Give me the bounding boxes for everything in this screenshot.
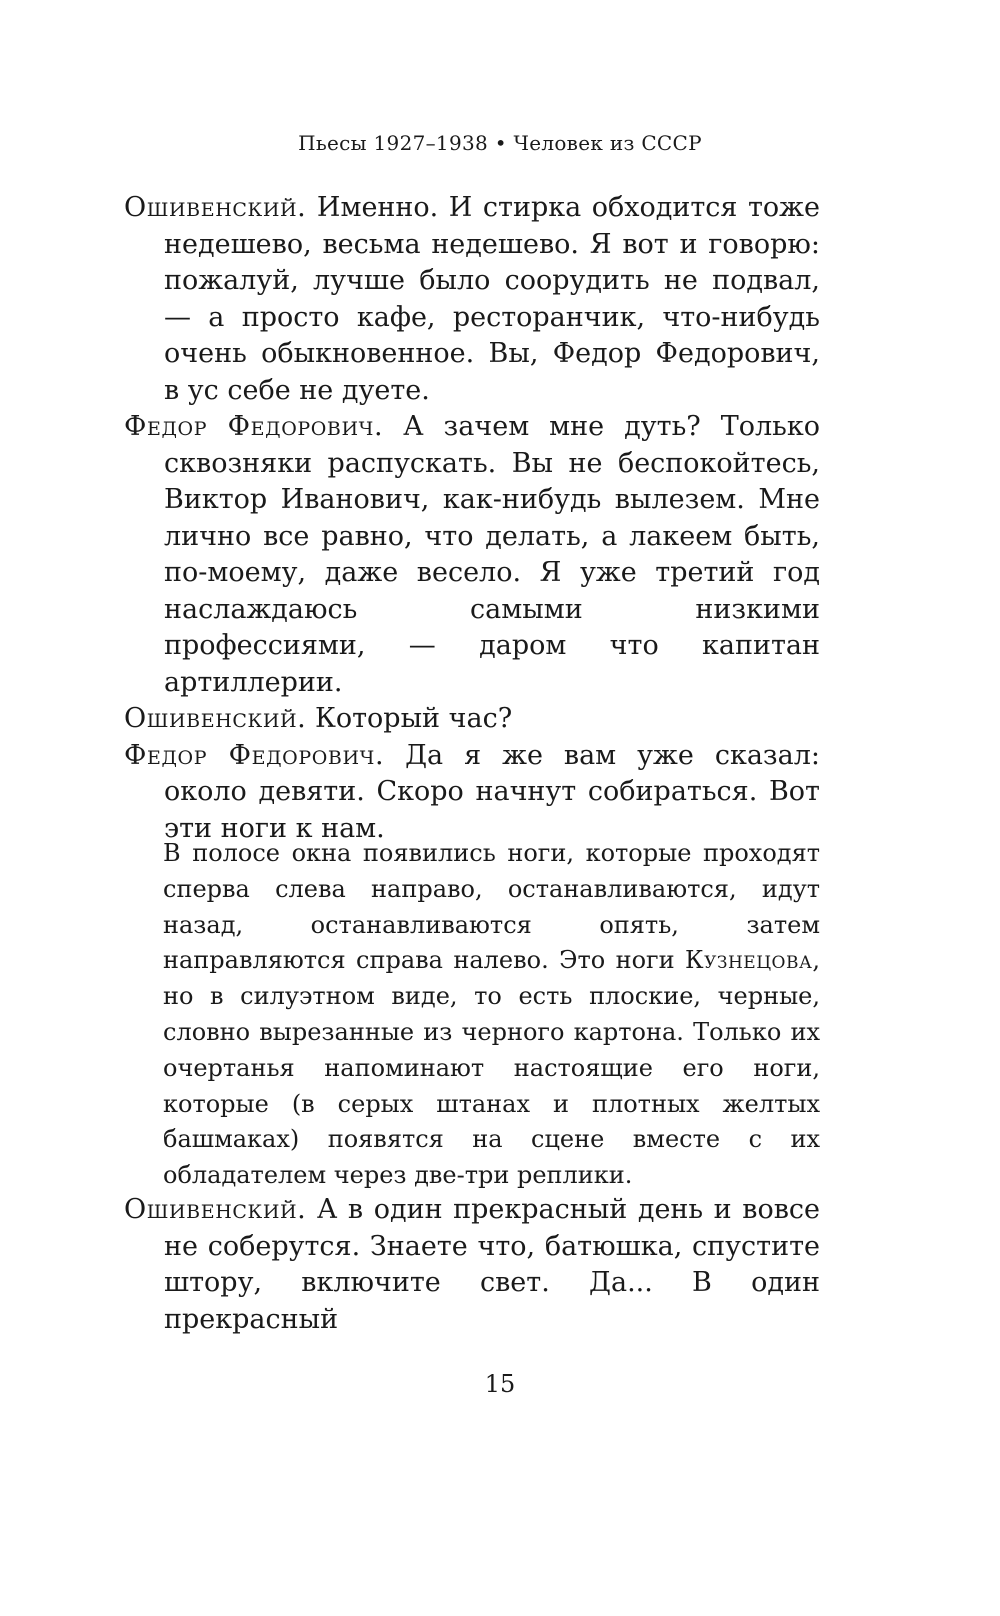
running-header: Пьесы 1927–1938 • Человек из СССР [298, 131, 702, 155]
speech-oshivensky-1 [124, 190, 820, 409]
dialogue-block-bottom [124, 1192, 820, 1338]
speaker-name: Ошивенский. [124, 703, 307, 734]
speech-text: А в один прекрасный день и вовсе не соберутся. Знаете что, батюшка, спустите штору, включите свет. Да... В один прекрасный [164, 1194, 820, 1335]
page-number: 15 [484, 1370, 516, 1398]
speaker-name: Ошивенский. [124, 1194, 307, 1225]
stage-direction-text: , но в силуэтном виде, то есть плоские, черные, словно вырезанные из черного картона. Только их очертанья напоминают настоящие его ноги, которые (в серых штанах и плотных желтых башмаках) появятся на сцене вместе с их обладателем через две-три реплики. [163, 946, 820, 1190]
stage-direction [163, 836, 820, 1194]
speaker-name: Федор Федорович. [124, 411, 384, 442]
stage-direction-text: В полосе окна появились ноги, которые проходят сперва слева направо, останавливаются, идут назад, останавливаются опять, затем направляются справа налево. Это ноги [163, 839, 820, 975]
speaker-name: Ошивенский. [124, 192, 307, 223]
speaker-name: Федор Федорович. [124, 739, 385, 771]
speech-fedor-1 [124, 409, 820, 701]
speech-oshivensky-2 [124, 701, 820, 738]
speech-text: Который час? [306, 703, 513, 734]
character-name: Кузнецова [685, 946, 813, 975]
speech-text: Да я же вам уже сказал: около девяти. Скоро начнут собираться. Вот эти ноги к нам. [164, 739, 820, 844]
speech-text: А зачем мне дуть? Только сквозняки распускать. Вы не беспокойтесь, Виктор Иванович, как-нибудь вылезем. Мне лично все равно, что делать, а лакеем быть, по-моему, даже весело. Я уже третий год наслаждаюсь самыми низкими профессиями, — даром что капитан артиллерии. [164, 411, 820, 698]
speech-text: Именно. И стирка обходится тоже недешево, весьма недешево. Я вот и говорю: пожалуй, лучше было соорудить не подвал, — а просто кафе, ресторанчик, что-нибудь очень обыкновенное. Вы, Федор Федорович, в ус себе не дуете. [164, 192, 820, 406]
speech-fedor-2 [124, 738, 820, 848]
speech-oshivensky-3 [124, 1192, 820, 1338]
dialogue-block-top [124, 190, 820, 847]
